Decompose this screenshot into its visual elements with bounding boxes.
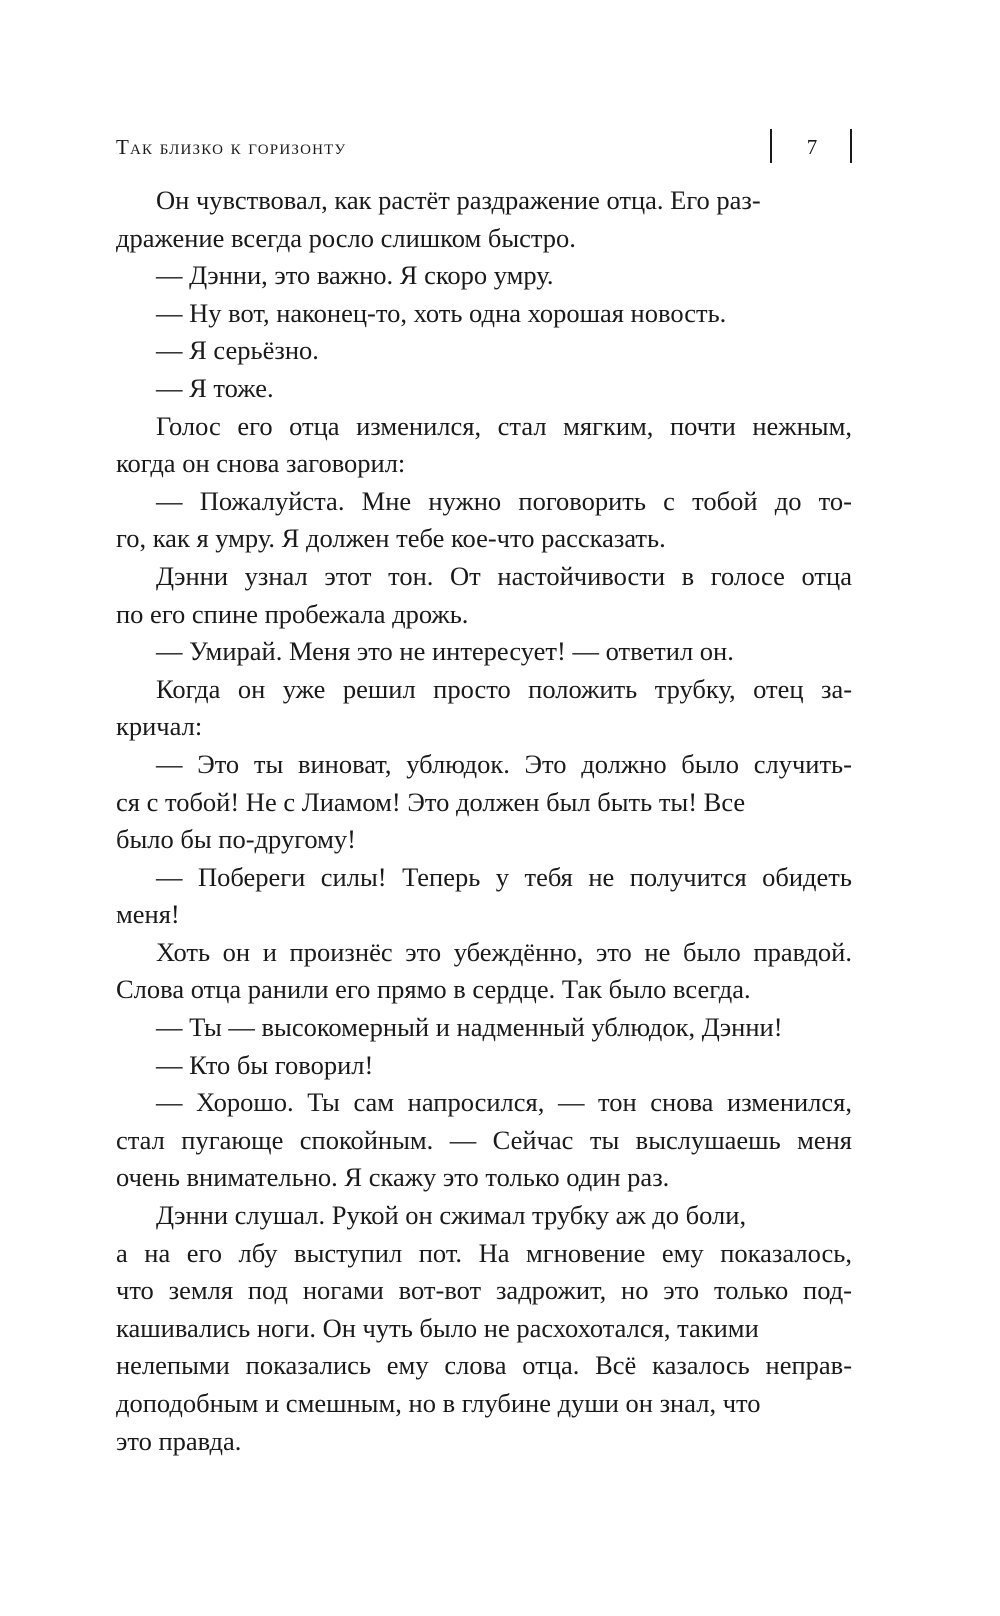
text-line: Когда он уже решил просто положить трубку, отец за- [156,673,853,704]
text-line: Слова отца ранили его прямо в сердце. Так было всегда. [116,974,751,1005]
text-line: Хоть он и произнёс это убеждённо, это не было правдой. [156,936,852,967]
text-line: Дэнни слушал. Рукой он сжимал трубку аж до боли, [156,1200,747,1231]
text-line: Он чувствовал, как растёт раздражение отца. Его раз- [156,185,761,215]
text-line: кашивались ноги. Он чуть было не расхохотался, такими [116,1312,759,1343]
page-number-rule-left [770,129,772,163]
text-line: было бы по-другому! [116,824,356,855]
running-title: Так близко к горизонту [116,135,347,159]
text-line: — Дэнни, это важно. Я скоро умру. [156,260,554,291]
text-line: стал пугающе спокойным. — Сейчас ты выслушаешь меня [116,1124,852,1155]
text-line: это правда. [116,1425,242,1456]
text-line: — Пожалуйста. Мне нужно поговорить с тобой до то- [156,485,852,516]
page-number-rule-right [850,129,852,163]
text-line: — Хорошо. Ты сам напросился, — тон снова изменился, [156,1087,852,1118]
text-line: а на его лбу выступил пот. На мгновение ему показалось, [116,1237,852,1268]
text-line: что земля под ногами вот-вот задрожит, но это только под- [116,1275,853,1306]
page-number: 7 [806,135,818,159]
text-line: Дэнни узнал этот тон. От настойчивости в голосе отца [156,560,852,591]
text-line: — Побереги силы! Теперь у тебя не получится обидеть [156,861,852,892]
text-line: — Я серьёзно. [156,335,319,366]
text-line: доподобным и смешным, но в глубине души он знал, что [116,1388,761,1418]
text-line: — Ну вот, наконец-то, хоть одна хорошая новость. [156,297,727,328]
text-line: по его спине пробежала дрожь. [116,598,469,629]
running-head [116,129,856,169]
text-line: когда он снова заговорил: [116,448,406,479]
text-line: кричал: [116,711,203,742]
text-line: ся с тобой! Не с Лиамом! Это должен был быть ты! Все [116,786,746,817]
text-line: — Кто бы говорил! [156,1049,374,1080]
body-text [116,182,852,1460]
text-line: — Умирай. Меня это не интересует! — ответил он. [156,636,734,667]
text-line: — Ты — высокомерный и надменный ублюдок, Дэнни! [156,1012,783,1043]
text-line: меня! [116,899,180,930]
text-line: Голос его отца изменился, стал мягким, почти нежным, [156,410,852,441]
text-line: очень внимательно. Я скажу это только один раз. [116,1162,670,1193]
text-line: нелепыми показались ему слова отца. Всё казалось неправ- [116,1350,853,1381]
text-line: го, как я умру. Я должен тебе кое-что рассказать. [116,523,666,554]
text-line: — Это ты виноват, ублюдок. Это должно было случить- [156,748,852,779]
text-line: — Я тоже. [156,372,274,403]
text-line: дражение всегда росло слишком быстро. [116,222,576,253]
